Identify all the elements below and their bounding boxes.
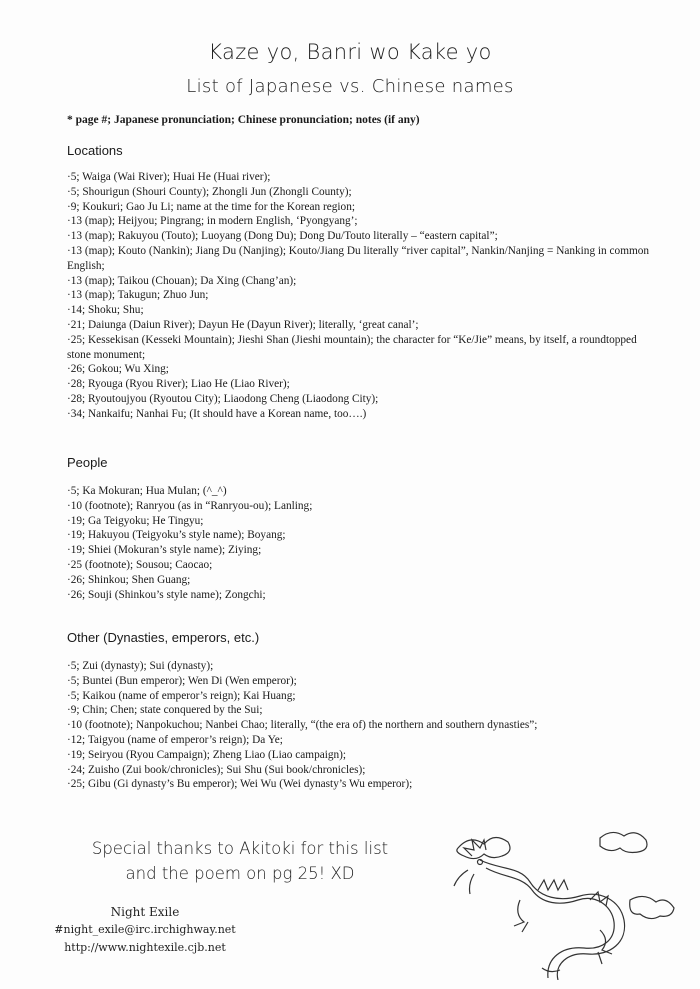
list-item: ·13 (map); Taikou (Chouan); Da Xing (Chang’an);: [67, 274, 297, 287]
section-heading-people: People: [67, 455, 108, 470]
list-item: ·25 (footnote); Sousou; Caocao;: [67, 558, 213, 571]
format-note: * page #; Japanese pronunciation; Chinese pronunciation; notes (if any): [67, 114, 420, 126]
dragon-icon: [450, 830, 680, 980]
list-item: ·26; Souji (Shinkou’s style name); Zongchi;: [67, 588, 266, 601]
list-item: ·9; Koukuri; Gao Ju Li; name at the time for the Korean region;: [67, 200, 355, 213]
list-item: ·28; Ryoutoujyou (Ryoutou City); Liaodong Cheng (Liaodong City);: [67, 392, 379, 405]
list-item: ·34; Nankaifu; Nanhai Fu; (It should have a Korean name, too….): [67, 407, 367, 420]
list-item: ·19; Ga Teigyoku; He Tingyu;: [67, 514, 204, 527]
other-list: [67, 659, 657, 792]
people-list: [67, 484, 657, 602]
list-item: ·24; Zuisho (Zui book/chronicles); Sui Shu (Sui book/chronicles);: [67, 763, 366, 776]
credit-url: http://www.nightexile.cjb.net: [64, 941, 226, 954]
list-item: ·13 (map); Heijyou; Pingrang; in modern English, ‘Pyongyang’;: [67, 215, 358, 228]
list-item: ·13 (map); Takugun; Zhuo Jun;: [67, 289, 209, 302]
credit-name: Night Exile: [110, 905, 180, 919]
section-heading-other: Other (Dynasties, emperors, etc.): [67, 630, 260, 645]
list-item: ·5; Zui (dynasty); Sui (dynasty);: [67, 660, 214, 672]
list-item: ·21; Daiunga (Daiun River); Dayun He (Dayun River); literally, ‘great canal’;: [67, 318, 419, 331]
list-item: ·10 (footnote); Ranryou (as in “Ranryou-ou); Lanling;: [67, 499, 313, 512]
thanks-line-2: and the poem on pg 25! XD: [125, 864, 355, 883]
locations-list: [67, 170, 657, 422]
list-item: ·14; Shoku; Shu;: [67, 304, 144, 317]
list-item: ·13 (map); Rakuyou (Touto); Luoyang (Dong Du); Dong Du/Touto literally – “eastern capital”;: [67, 230, 498, 243]
thanks-message: [80, 836, 400, 886]
list-item: ·26; Shinkou; Shen Guang;: [67, 573, 191, 586]
list-item: ·10 (footnote); Nanpokuchou; Nanbei Chao; literally, “(the era of) the northern and southern dynasties”;: [67, 719, 538, 732]
list-item: ·12; Taigyou (name of emperor’s reign); Da Ye;: [67, 733, 283, 746]
list-item: ·19; Seiryou (Ryou Campaign); Zheng Liao (Liao campaign);: [67, 748, 347, 761]
credit-irc: #night_exile@irc.irchighway.net: [54, 923, 236, 936]
list-item: ·28; Ryouga (Ryou River); Liao He (Liao River);: [67, 378, 290, 391]
list-item: ·19; Shiei (Mokuran’s style name); Ziying;: [67, 544, 262, 557]
thanks-line-1: Special thanks to Akitoki for this list: [91, 839, 389, 858]
list-item: ·5; Shourigun (Shouri County); Zhongli Jun (Zhongli County);: [67, 185, 352, 198]
list-item: ·5; Kaikou (name of emperor’s reign); Kai Huang;: [67, 689, 296, 702]
list-item: ·5; Waiga (Wai River); Huai He (Huai river);: [67, 171, 271, 183]
list-item: ·26; Gokou; Wu Xing;: [67, 363, 169, 376]
page-subtitle: List of Japanese vs. Chinese names: [186, 76, 514, 97]
list-item: ·25; Kessekisan (Kesseki Mountain); Jieshi Shan (Jieshi mountain); the character for “Ke/Jie” means, by itself, a roundtopped stone monument;: [67, 333, 637, 361]
list-item: ·5; Buntei (Bun emperor); Wen Di (Wen emperor);: [67, 674, 297, 687]
credits: [20, 903, 270, 957]
list-item: ·19; Hakuyou (Teigyoku’s style name); Boyang;: [67, 529, 286, 542]
list-item: ·13 (map); Kouto (Nankin); Jiang Du (Nanjing); Kouto/Jiang Du literally “river capital”, Nankin/Nanjing = Nanking in common English;: [67, 244, 650, 272]
list-item: ·25; Gibu (Gi dynasty’s Bu emperor); Wei Wu (Wei dynasty’s Wu emperor);: [67, 778, 413, 791]
page-title: Kaze yo, Banri wo Kake yo: [208, 40, 492, 64]
list-item: ·9; Chin; Chen; state conquered by the Sui;: [67, 704, 263, 717]
list-item: ·5; Ka Mokuran; Hua Mulan; (^_^): [67, 485, 227, 497]
section-heading-locations: Locations: [67, 143, 123, 158]
